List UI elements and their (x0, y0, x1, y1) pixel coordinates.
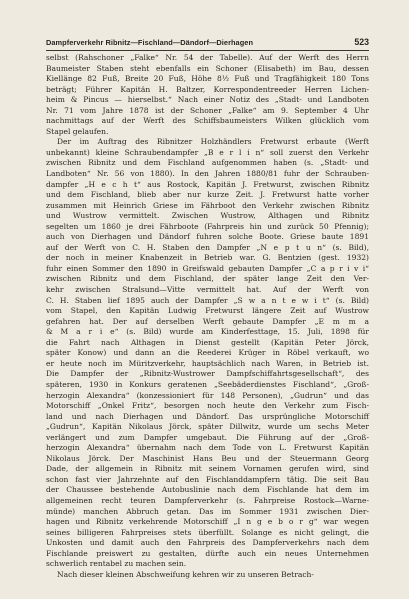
text-line: und Wustrow vermittelt. Zwischen Wustrow, Althagen und Ribnitz (46, 211, 369, 221)
text-line: dampfer „H e c h t“ aus Rostock, Kapitän J. Fretwurst, zwischen Ribnitz (46, 179, 369, 189)
text-line: Nach dieser kleinen Abschweifung kehren wir zu unseren Betrach- (57, 569, 314, 579)
text-line: später Konow) und dann an die Reederei Krüger in Röbel verkauft, wo (46, 348, 369, 358)
text-line: C. H. Staben lief 1895 auch der Dampfer „S w a n t e w i t“ (s. Bild) (46, 295, 369, 305)
text-line: zusammen mit Heinrich Griese im Fährboot den Verkehr zwischen Ribnitz (46, 200, 369, 210)
text-line: auf der Werft von C. H. Staben den Dampfer „N e p t u n“ (s. Bild), (46, 242, 369, 252)
text-line: Unkosten und damit auch den Fahrpreis des Dampferverkehrs nach dem (46, 538, 369, 548)
text-line: späteren, 1930 in Konkurs geratenen „Seebäderdienstes Fischland“, „Groß- (46, 379, 369, 389)
text-line: land und nach Dierhagen und Dändorf. Das ursprüngliche Motorschiff (46, 411, 369, 421)
text-line: unbekannt) kleine Schraubendampfer „B e r l i n“ soll zuerst den Verkehr (46, 147, 369, 157)
text-line: Stapel gelaufen. (46, 126, 109, 136)
body-text (46, 53, 369, 580)
text-line: und dem Fischland, blieb aber nur kurze Zeit. J. Fretwurst hatte vorher (46, 190, 369, 200)
text-line: vom Stapel, den Kapitän Ludwig Fretwurst längere Zeit auf Wustrow (46, 306, 369, 316)
text-line: auch von Dierhagen und Dändorf fuhren solche Boote. Griese baute 1891 (46, 232, 369, 242)
text-line: Baumeister Staben steht ebenfalls ein Schoner (Elisabeth) im Bau, dessen (46, 63, 369, 73)
text-line: Die Dampfer der „Ribnitz-Wustrower Dampfschiffahrtsgesellschaft“, des (46, 369, 369, 379)
page-number: 523 (354, 37, 369, 47)
text-line: Der im Auftrag des Ribnitzer Holzhändlers Fretwurst erbaute (Werft (57, 137, 369, 147)
running-head: Dampferverkehr Ribnitz—Fischland—Dändorf—Dierhagen (46, 38, 254, 47)
text-line: seines billigeren Fahrpreises stets überfüllt. Solange es nicht gelingt, die (46, 527, 369, 537)
text-line: beträgt; Führer Kapitän H. Baltzer, Korrespondentreeder Herren Lichen- (46, 84, 369, 94)
text-line: schon fast vier Jahrzehnte auf den Fischlanddampfern tätig. Die seit Bau (46, 474, 369, 484)
text-line: Fischlande preiswert zu gestalten, dürfte auch ein neues Unternehmen (46, 548, 369, 558)
text-line: segelten um 1860 je drei Fährboote (Fahrpreis hin und zurück 50 Pfennig); (46, 221, 369, 231)
text-line: der Chaussee bestehende Autobuslinie nach dem Fischlande hat dem im (46, 485, 369, 495)
text-line: zwischen Ribnitz und dem Fischland, der später lange Zeit den Ver- (46, 274, 369, 284)
text-line: herzogin Alexandra“ (konzessioniert für 148 Personen), „Gudrun“ und das (46, 390, 369, 400)
text-line: verlängert und zum Dampfer umgebaut. Die Führung auf der „Groß- (46, 432, 369, 442)
text-line: zwischen Ribnitz und dem Fischland aufgenommen haben (s. „Stadt- und (46, 158, 369, 168)
text-line: „Gudrun“, Kapitän Nikolaus Jörck, später Dillwitz, wurde um sechs Meter (46, 422, 369, 432)
text-line: fuhr einen Sommer den 1890 in Greifswald gebauten Dampfer „C a p r i v i“ (46, 263, 369, 273)
text-line: Nr. 71 vom Jahre 1878 ist der Schoner „Falke“ am 9. September 4 Uhr (46, 105, 369, 115)
text-line: schwerlich rentabel zu machen sein. (46, 559, 187, 569)
text-line: Kiellänge 82 Fuß, Breite 20 Fuß, Höhe 8½ Fuß und Tragfähigkeit 180 Tons (46, 74, 369, 84)
text-line: die Fahrt nach Althagen in Dienst gestellt (Kapitän Peter Jörck, (46, 337, 369, 347)
text-line: selbst (Rahschoner „Falke“ Nr. 54 der Tabelle). Auf der Werft des Herrn (46, 53, 369, 62)
text-line: er heute noch im Müritzverkehr, hauptsächlich nach Waren, in Betrieb ist. (46, 358, 369, 368)
text-line: Nikolaus Jörck. Der Maschinist Hans Beu und der Steuermann Georg (46, 453, 369, 463)
text-line: Dade, der allgemein in Ribnitz mit seinem Vornamen gerufen wird, sind (46, 464, 369, 474)
text-line: allgemeinen recht teuren Dampferverkehr (s. Fahrpreise Rostock—Warne- (46, 495, 369, 505)
text-line: & M a r i e“ (s. Bild) wurde am Kinderfesttage, 15. Juli, 1898 für (46, 327, 369, 337)
header-rule (46, 50, 369, 51)
text-line: Landboten“ Nr. 56 von 1880). In den Jahren 1880/81 fuhr der Schrauben- (46, 169, 369, 179)
text-line: hagen und Ribnitz verkehrende Motorschiff „I n g e b o r g“ war wegen (46, 517, 369, 527)
text-line: der noch in meiner Knabenzeit in Betrieb war. G. Bentzien (gest. 1932) (46, 253, 369, 263)
text-line: kehr zwischen Stralsund—Vitte vermittelt hat. Auf der Werft von (46, 285, 369, 295)
text-line: herzogin Alexandra“ übernahm nach dem Tode von L. Fretwurst Kapitän (46, 443, 369, 453)
text-line: nachmittags auf der Werft des Schiffsbaumeisters Wilken glücklich vom (46, 116, 369, 126)
text-line: münde) manchen Abbruch getan. Das im Sommer 1931 zwischen Dier- (46, 506, 369, 516)
text-line: Motorschiff „Onkel Fritz“, besorgen noch heute den Verkehr zum Fisch- (46, 401, 369, 411)
text-line: heim & Pincus — hierselbst.“ Nach einer Notiz des „Stadt- und Landboten (46, 95, 369, 105)
text-line: gefahren hat. Der auf derselben Werft gebaute Dampfer „E m m a (46, 316, 369, 326)
